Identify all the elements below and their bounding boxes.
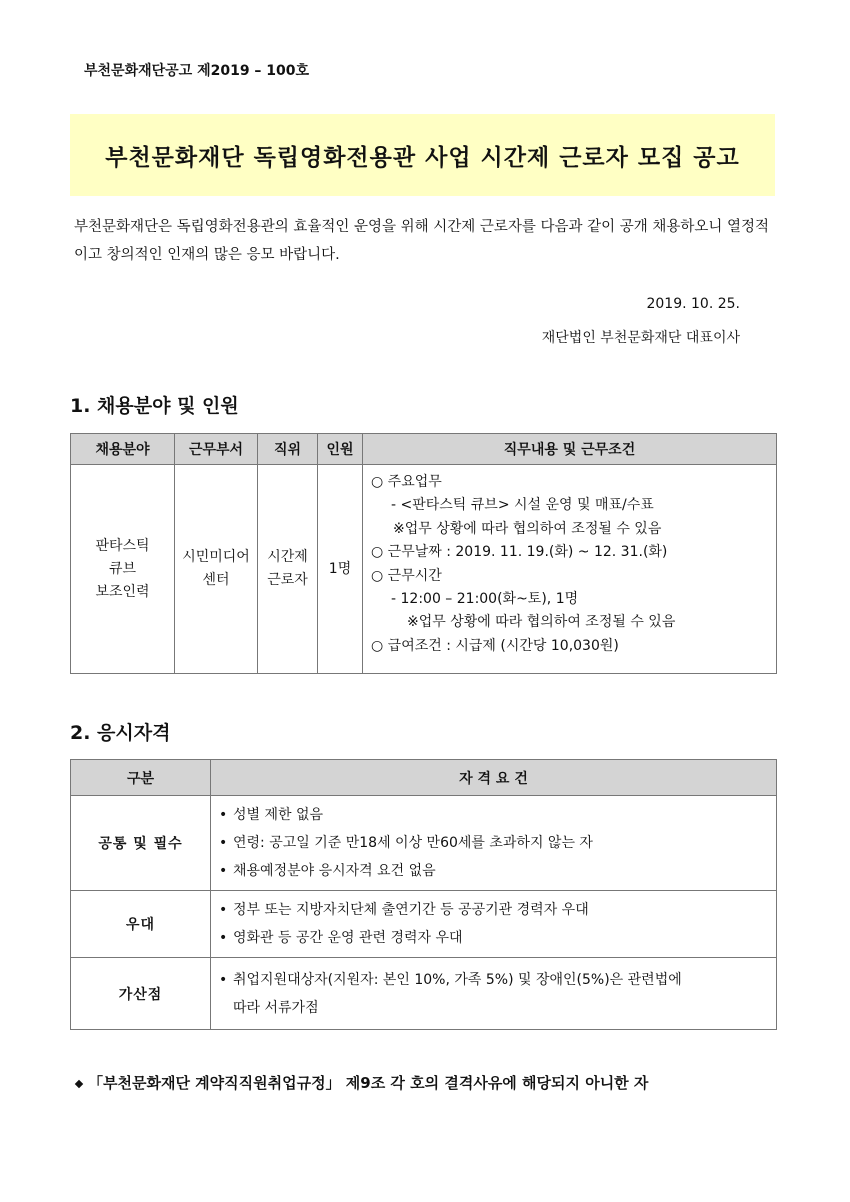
position-line: 근로자: [267, 572, 308, 588]
table-header-row: [71, 434, 777, 465]
field-line: 보조인력: [95, 583, 150, 600]
title-banner: [70, 114, 775, 196]
recruitment-table: [70, 433, 777, 674]
duty-line: ※업무 상황에 따라 협의하여 조정될 수 있음: [393, 520, 662, 537]
table-header-row: [71, 760, 777, 796]
duty-line: ○ 급여조건 : 시급제 (시간당 10,030원): [371, 637, 619, 654]
notice-date: 2019. 10. 25.: [646, 296, 740, 312]
table-row: [71, 958, 777, 1030]
intro-paragraph: 부천문화재단은 독립영화전용관의 효율적인 운영을 위해 시간제 근로자를 다음과 같이 공개 채용하오니 열정적이고 창의적인 인재의 많은 응모 바랍니다.: [74, 219, 770, 263]
list-item: • 채용예정분야 응시자격 요건 없음: [219, 863, 436, 879]
list-item: • 성별 제한 없음: [219, 807, 324, 823]
table-row: [71, 796, 777, 891]
table-row: [71, 465, 777, 674]
category-cell: 우대: [71, 891, 211, 958]
field-line: 큐브: [108, 560, 137, 577]
position-line: 시간제: [267, 549, 308, 565]
duties-cell: [363, 465, 777, 674]
list-item: • 영화관 등 공간 운영 관련 경력자 우대: [219, 930, 463, 946]
header-count: 인원: [318, 434, 363, 465]
table-row: [71, 891, 777, 958]
footnote-text: 「부천문화재단 계약직직원취업규정」 제9조 각 호의 결격사유에 해당되지 아니한 자: [88, 1074, 649, 1092]
duty-line: ○ 근무시간: [371, 567, 442, 584]
count-cell: 1명: [318, 465, 363, 674]
qualification-table: [70, 759, 777, 1030]
requirements-cell: [211, 796, 777, 891]
position-cell: [258, 465, 318, 674]
dept-line: 시민미디어: [182, 549, 250, 565]
dept-line: 센터: [202, 572, 230, 588]
page-title: 부천문화재단 독립영화전용관 사업 시간제 근로자 모집 공고: [105, 144, 740, 171]
field-line: 판타스틱: [95, 537, 150, 554]
list-item: • 정부 또는 지방자치단체 출연기간 등 공공기관 경력자 우대: [219, 902, 589, 918]
issuer: 재단법인 부천문화재단 대표이사: [541, 330, 740, 346]
diamond-bullet-icon: [75, 1079, 83, 1087]
section1-title: 1. 채용분야 및 인원: [70, 395, 239, 417]
dept-cell: [175, 465, 258, 674]
requirements-cell: [211, 891, 777, 958]
header-category: 구분: [71, 760, 211, 796]
footnote: [76, 1072, 648, 1093]
header-position: 직위: [258, 434, 318, 465]
category-cell: 공통 및 필수: [71, 796, 211, 891]
list-item: • 연령: 공고일 기준 만18세 이상 만60세를 초과하지 않는 자: [219, 835, 593, 851]
list-item-continuation: 따라 서류가점: [233, 999, 319, 1016]
category-cell: 가산점: [71, 958, 211, 1030]
header-field: 채용분야: [71, 434, 175, 465]
duty-line: ※업무 상황에 따라 협의하여 조정될 수 있음: [407, 614, 676, 631]
duty-line: - 12:00 – 21:00(화~토), 1명: [391, 591, 579, 608]
requirements-cell: [211, 958, 777, 1030]
header-duties: 직무내용 및 근무조건: [363, 434, 777, 465]
section2-title: 2. 응시자격: [70, 722, 171, 744]
notice-number: 부천문화재단공고 제2019 – 100호: [84, 63, 310, 79]
list-item: • 취업지원대상자(지원자: 본인 10%, 가족 5%) 및 장애인(5%)은 관련법에: [219, 971, 682, 988]
duty-line: ○ 근무날짜 : 2019. 11. 19.(화) ~ 12. 31.(화): [371, 544, 668, 561]
field-cell: [71, 465, 175, 674]
header-dept: 근무부서: [175, 434, 258, 465]
duty-line: - <판타스틱 큐브> 시설 운영 및 매표/수표: [391, 497, 654, 514]
duty-line: ○ 주요업무: [371, 474, 442, 490]
header-requirements: 자 격 요 건: [211, 760, 777, 796]
